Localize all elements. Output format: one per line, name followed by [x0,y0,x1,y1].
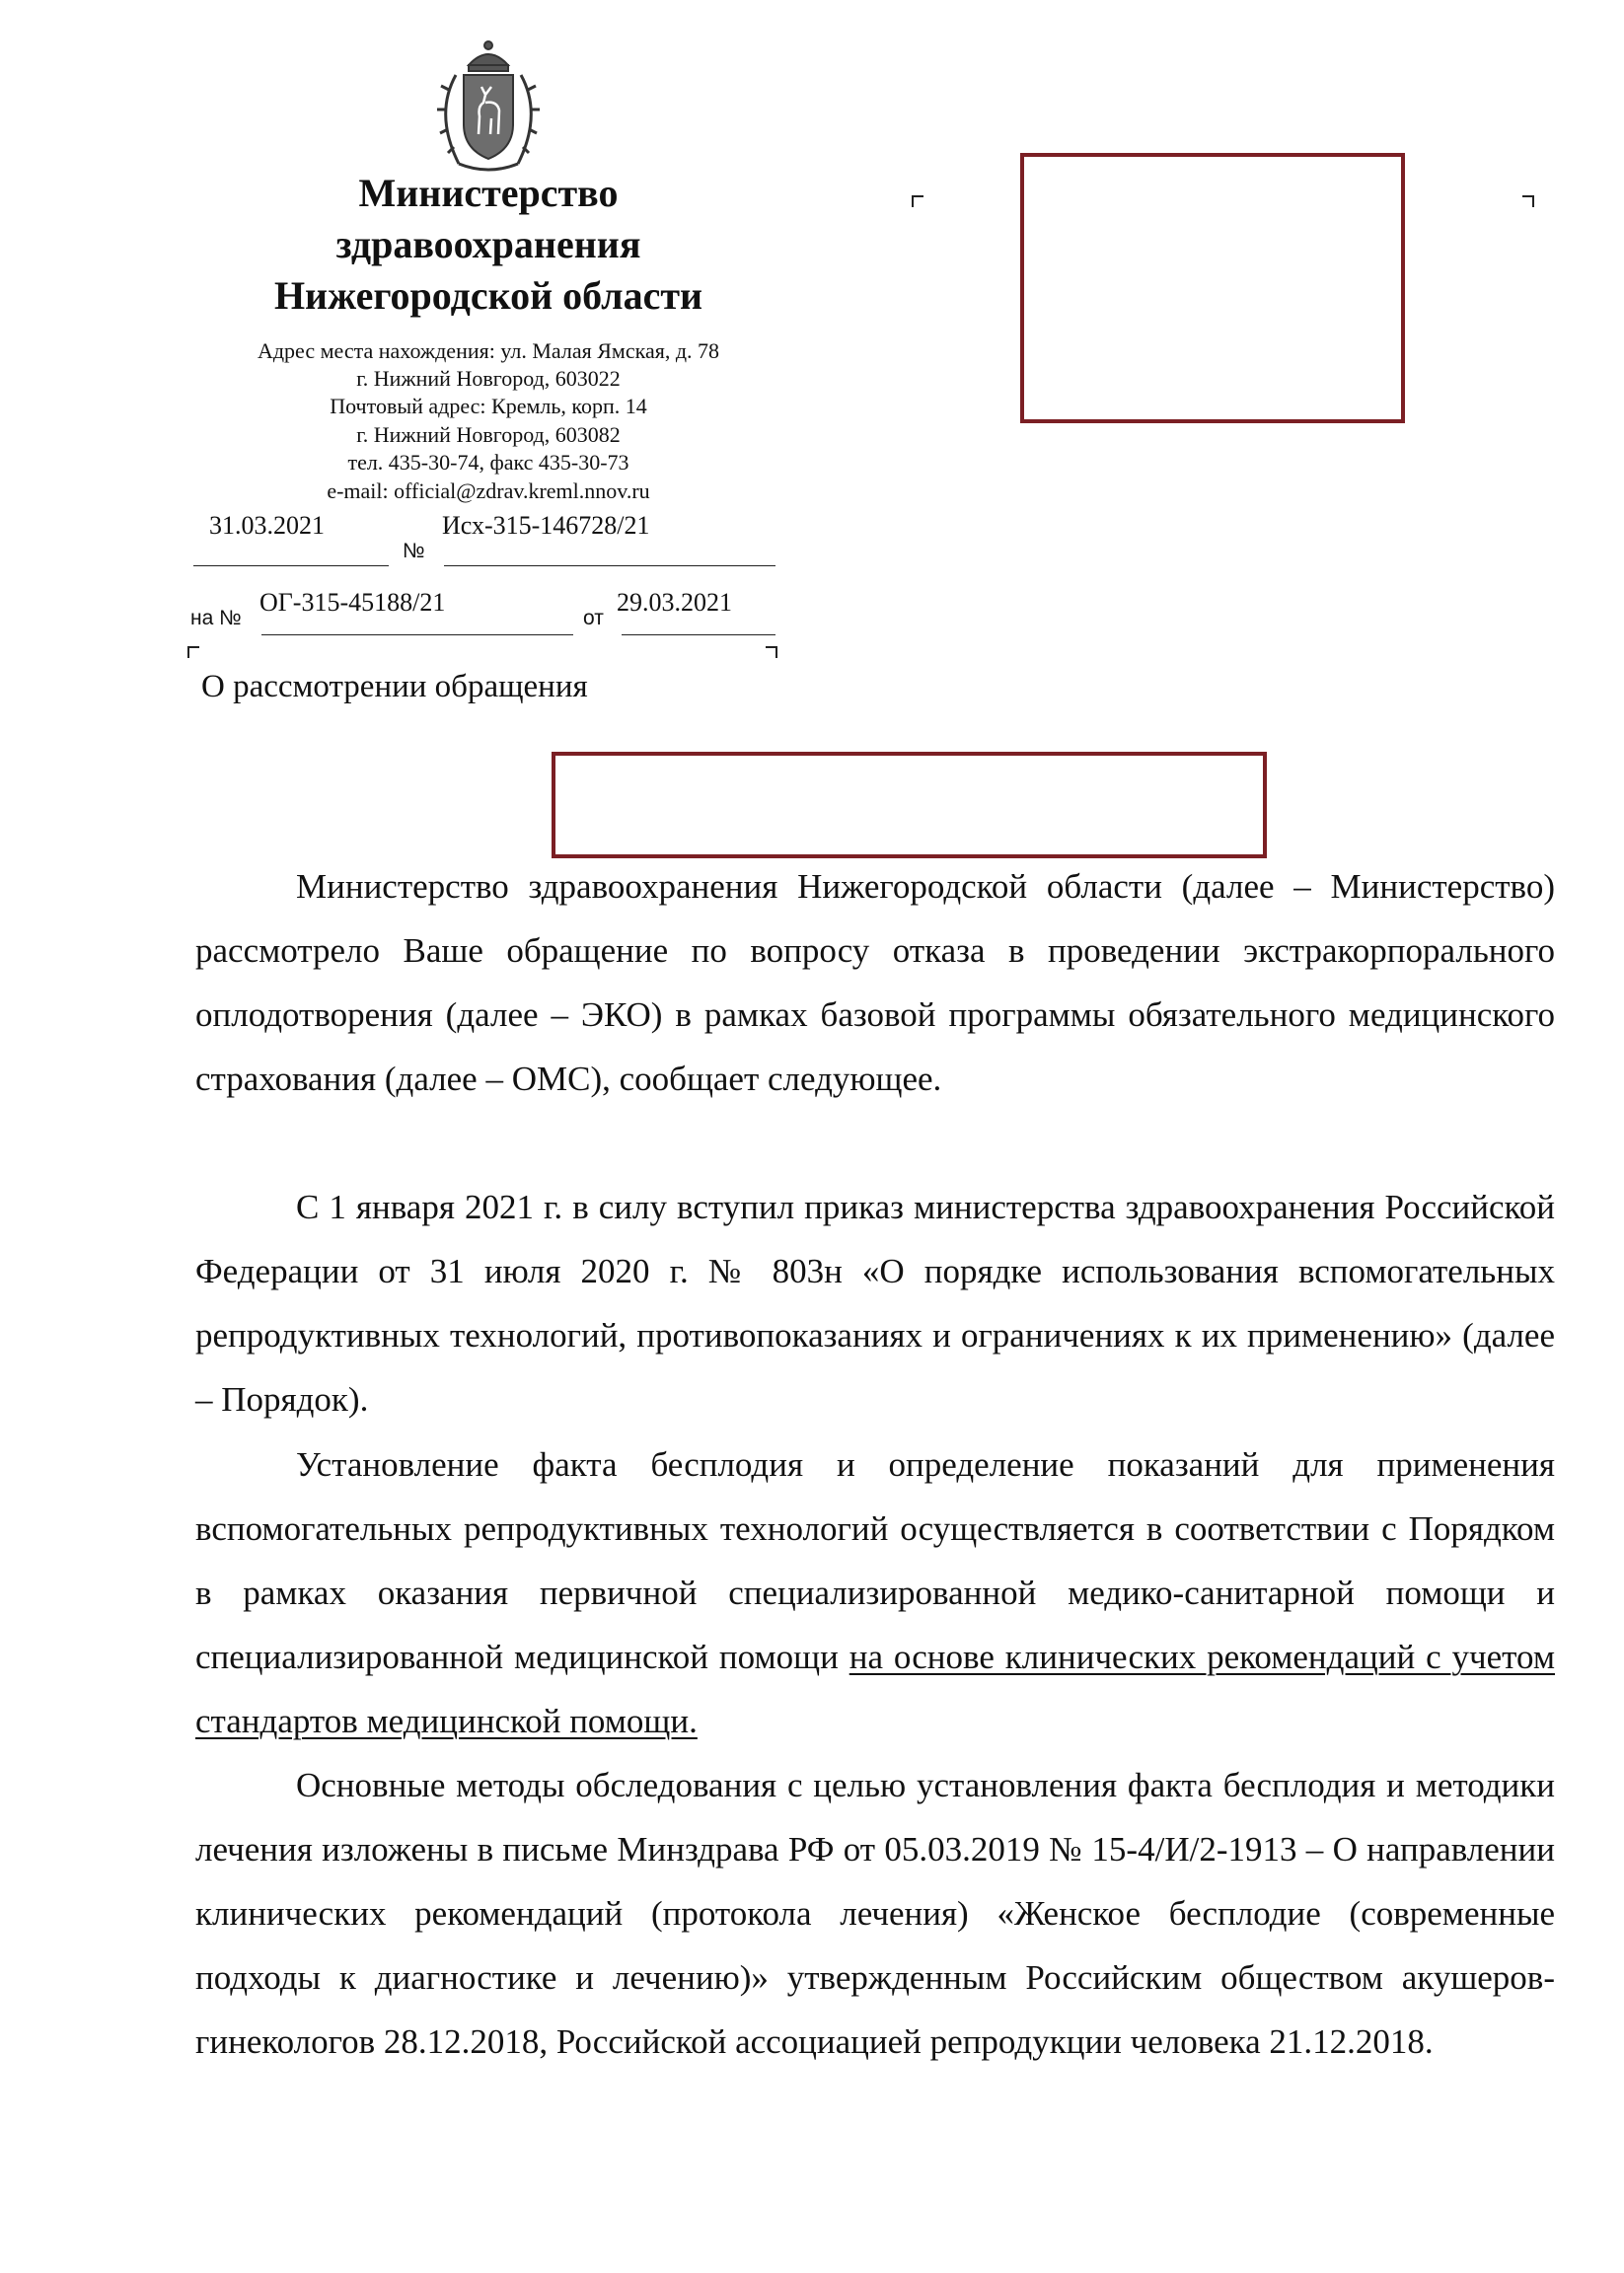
org-name-line3: Нижегородской области [273,273,703,318]
body-paragraph-1: Министерство здравоохранения Нижегородской области (далее – Министерство) рассмотрело Ваше обращение по вопросу отказа в проведении экстракорпорального оплодотворения (далее – ЭКО) в рамках базовой программы обязательного медицинского страхования (далее – ОМС), сообщает следующее. [195,867,1555,1098]
in-reply-prefix: на № [190,607,242,629]
number-underline [444,565,775,566]
paragraph-3-text: Установление факта бесплодия и определение показаний для применения вспомогательных репродуктивных технологий осуществляется в соответствии с Порядком в рамках оказания первичной специализированной медико-санитарной помощи и специализированной медицинской помощи [195,1445,1555,1676]
number-sign: № [403,540,425,562]
address-line: e-mail: official@zdrav.kreml.nnov.ru [327,478,650,503]
reply-date-underline [622,634,775,635]
address-line: тел. 435-30-74, факс 435-30-73 [347,450,629,475]
address-line: Почтовый адрес: Кремль, корп. 14 [330,394,647,418]
subject-line: О рассмотрении обращения [201,669,588,704]
body-paragraph-4: Основные методы обследования с целью установления факта бесплодия и методики лечения изложены в письме Минздрава РФ от 05.03.2019 № 15-4/И/2-1913 – О направлении клинических рекомендаций (протокола лечения) «Женское бесплодие (современные подходы к диагностике и лечению)» утвержденным Российским обществом акушеров-гинекологов 28.12.2018, Российской ассоциацией репродукции человека 21.12.2018. [195,1766,1555,2061]
from-label: от [583,607,604,629]
body-paragraph-3 [195,1432,1555,1753]
body-paragraph-2: С 1 января 2021 г. в силу вступил приказ министерства здравоохранения Российской Федерации от 31 июля 2020 г. № 803н «О порядке использования вспомогательных репродуктивных технологий, противопоказаниях и ограничениях к их применению» (далее – Порядок). [195,1188,1555,1419]
org-name-line2: здравоохранения [335,222,641,266]
redacted-salutation-box [552,752,1267,858]
date-underline [193,565,389,566]
paragraph-3-underlined-text: на основе клинических рекомендаций с учетом стандартов медицинской помощи. [195,1638,1555,1740]
outgoing-number: Исх-315-146728/21 [442,511,650,540]
reply-number-underline [261,634,573,635]
redacted-recipient-box [1020,153,1405,423]
outgoing-date: 31.03.2021 [209,511,325,540]
in-reply-date: 29.03.2021 [617,588,732,617]
corner-mark [1522,195,1534,207]
corner-mark [187,646,199,658]
address-line: Адрес места нахождения: ул. Малая Ямская, д. 78 [257,338,720,363]
address-line: г. Нижний Новгород, 603082 [356,422,621,447]
coat-of-arms-icon [414,36,562,183]
address-line: г. Нижний Новгород, 603022 [356,366,621,391]
corner-mark [766,646,777,658]
corner-mark [912,195,923,207]
in-reply-number: ОГ-315-45188/21 [259,588,446,617]
org-name-line1: Министерство [358,171,619,215]
